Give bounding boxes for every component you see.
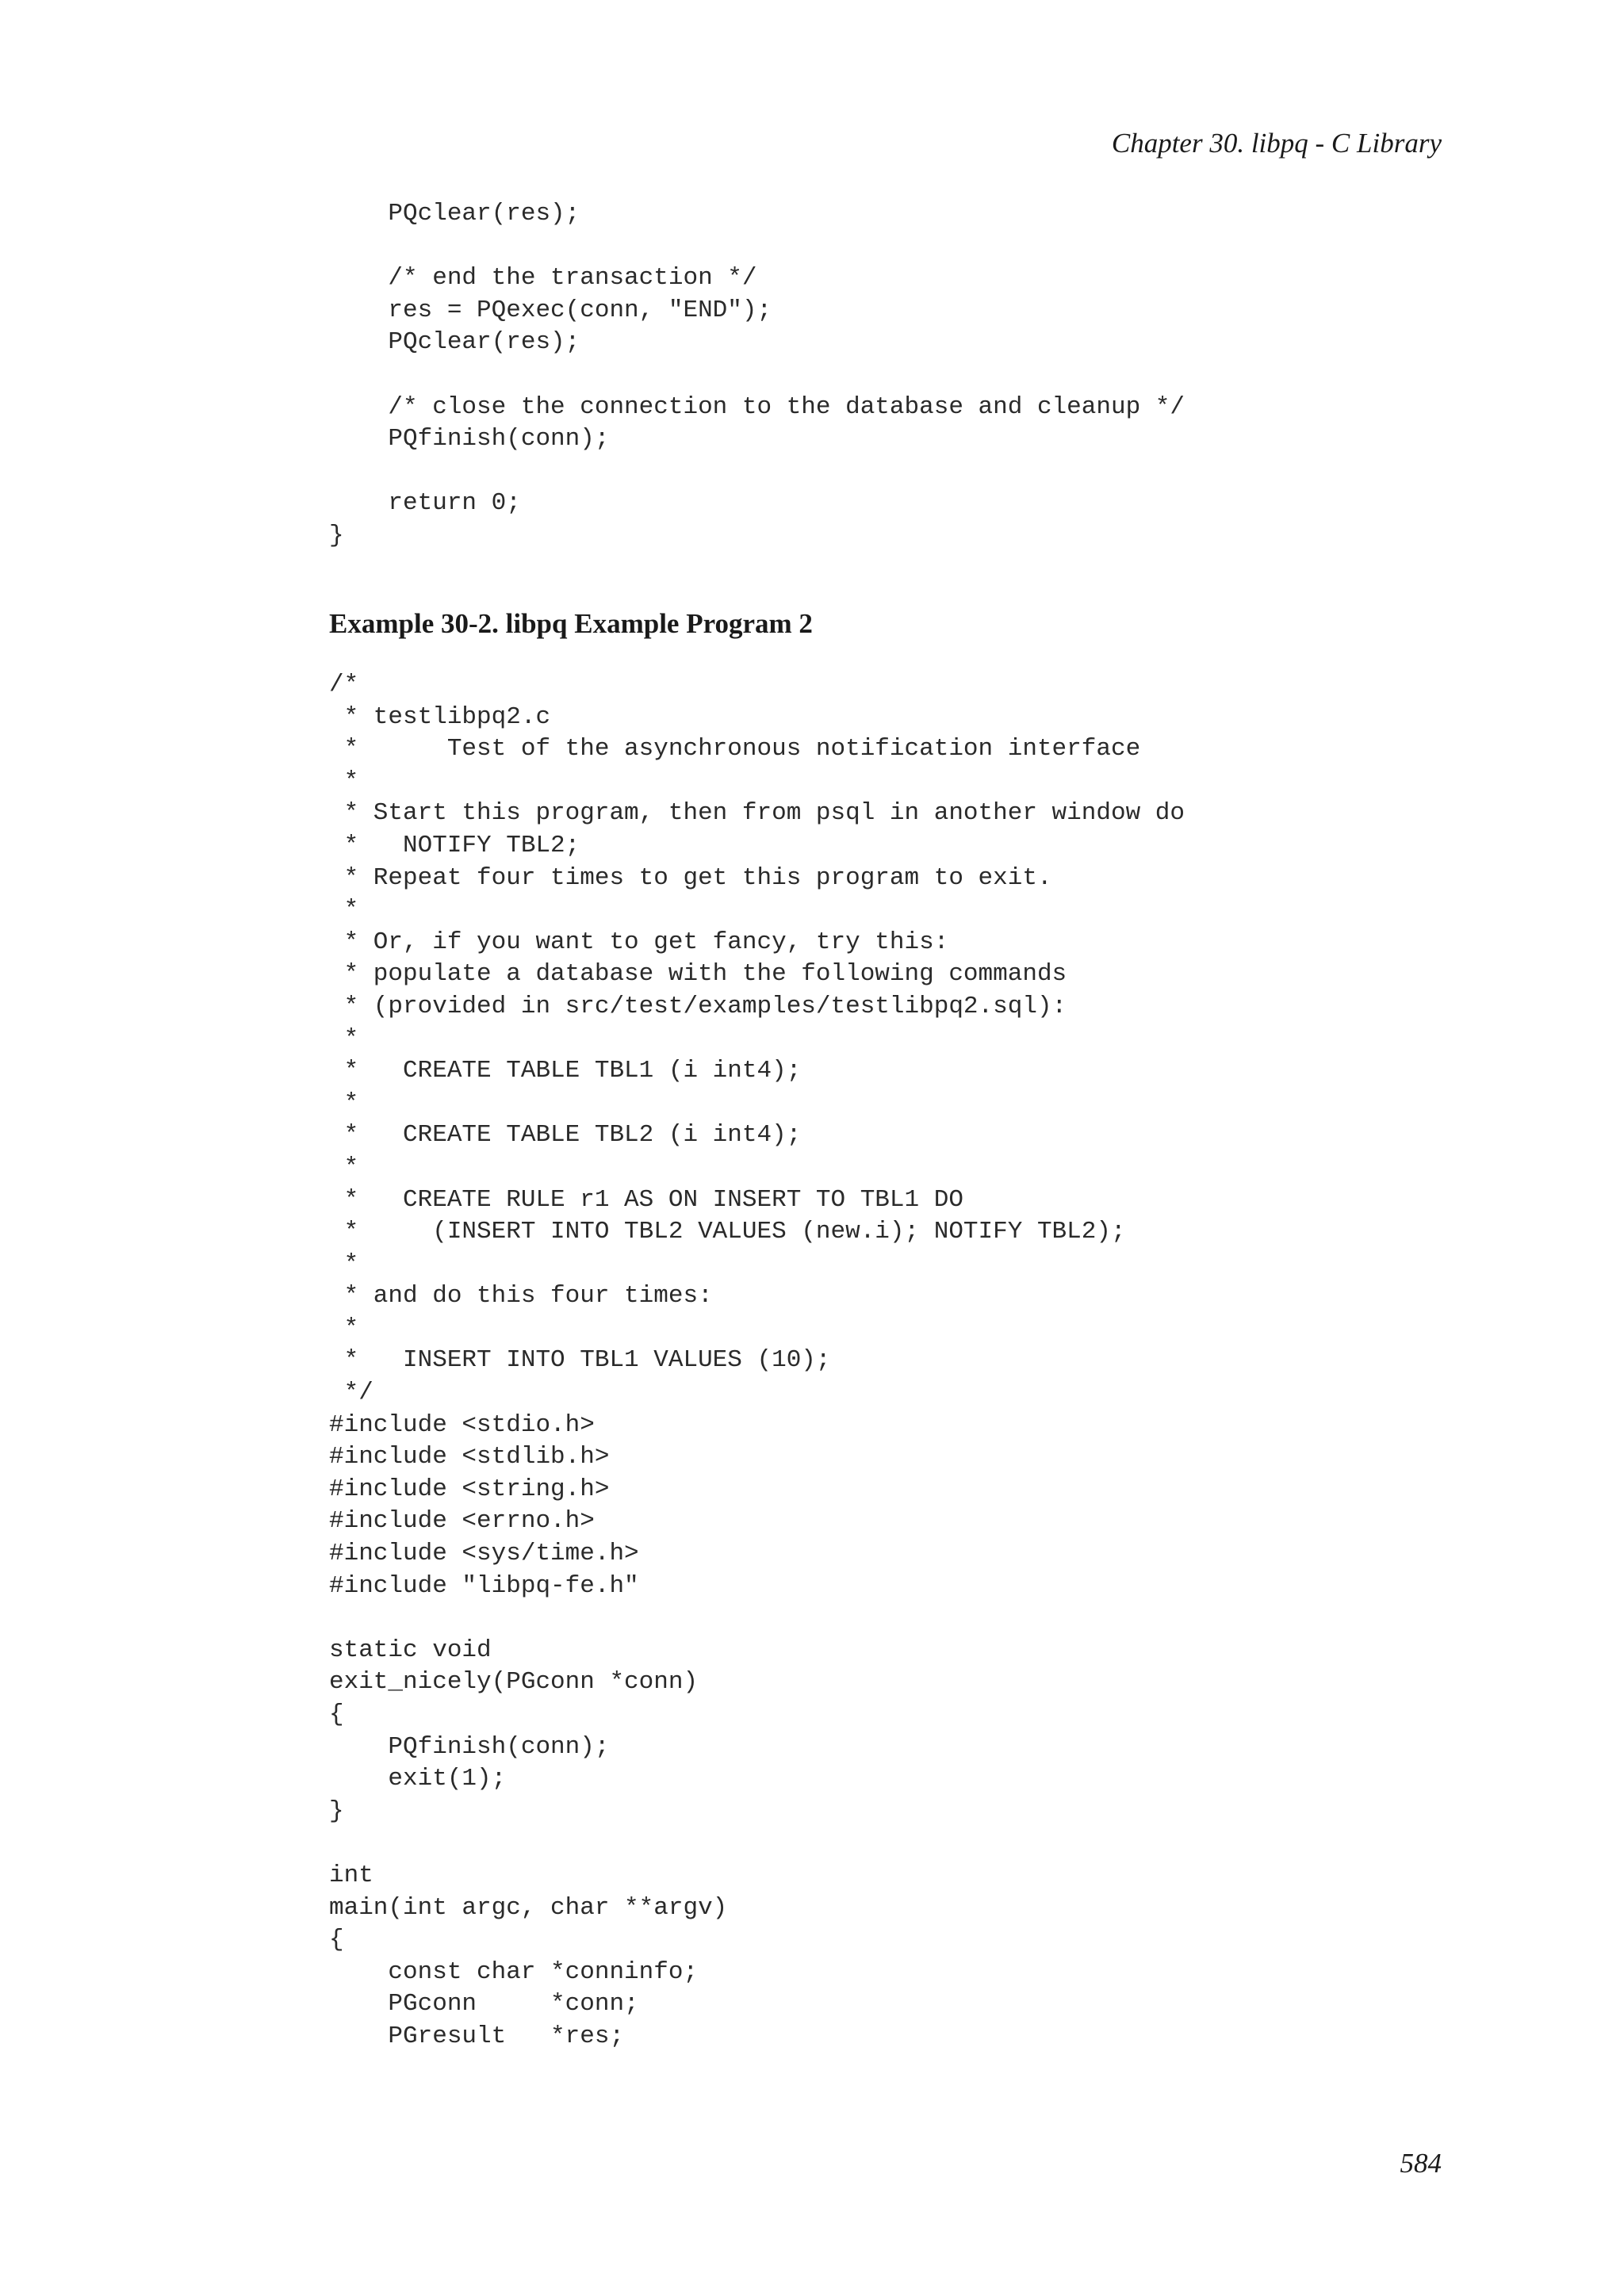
example-title: Example 30-2. libpq Example Program 2 xyxy=(329,608,813,639)
code-listing-example: /* * testlibpq2.c * Test of the asynchronous notification interface * * Start this program, then from psql in another window do * NOTIFY TBL2; * Repeat four times to get this program to exit. * * Or, if you want to get fancy, try this: * populate a database with the following commands * (provided in src/test/examples/testlibpq2.sql): * * CREATE TABLE TBL1 (i int4); * * CREATE TABLE TBL2 (i int4); * * CREATE RULE r1 AS ON INSERT TO TBL1 DO * (INSERT INTO TBL2 VALUES (new.i); NOTIFY TBL2); * * and do this four times: * * INSERT INTO TBL1 VALUES (10); */ #include <stdio.h> #include <stdlib.h> #include <string.h> #include <errno.h> #include <sys/time.h> #include "libpq-fe.h" static void exit_nicely(PGconn *conn) { PQfinish(conn); exit(1); } int main(int argc, char **argv) { const char *conninfo; PGconn *conn; PGresult *res; xyxy=(329,671,1185,2050)
running-header: Chapter 30. libpq - C Library xyxy=(1111,128,1442,159)
page-number: 584 xyxy=(1400,2148,1442,2179)
code-listing-continued: PQclear(res); /* end the transaction */ res = PQexec(conn, "END"); PQclear(res); /* close the connection to the database and cleanup */ PQfinish(conn); return 0; } xyxy=(329,200,1185,549)
